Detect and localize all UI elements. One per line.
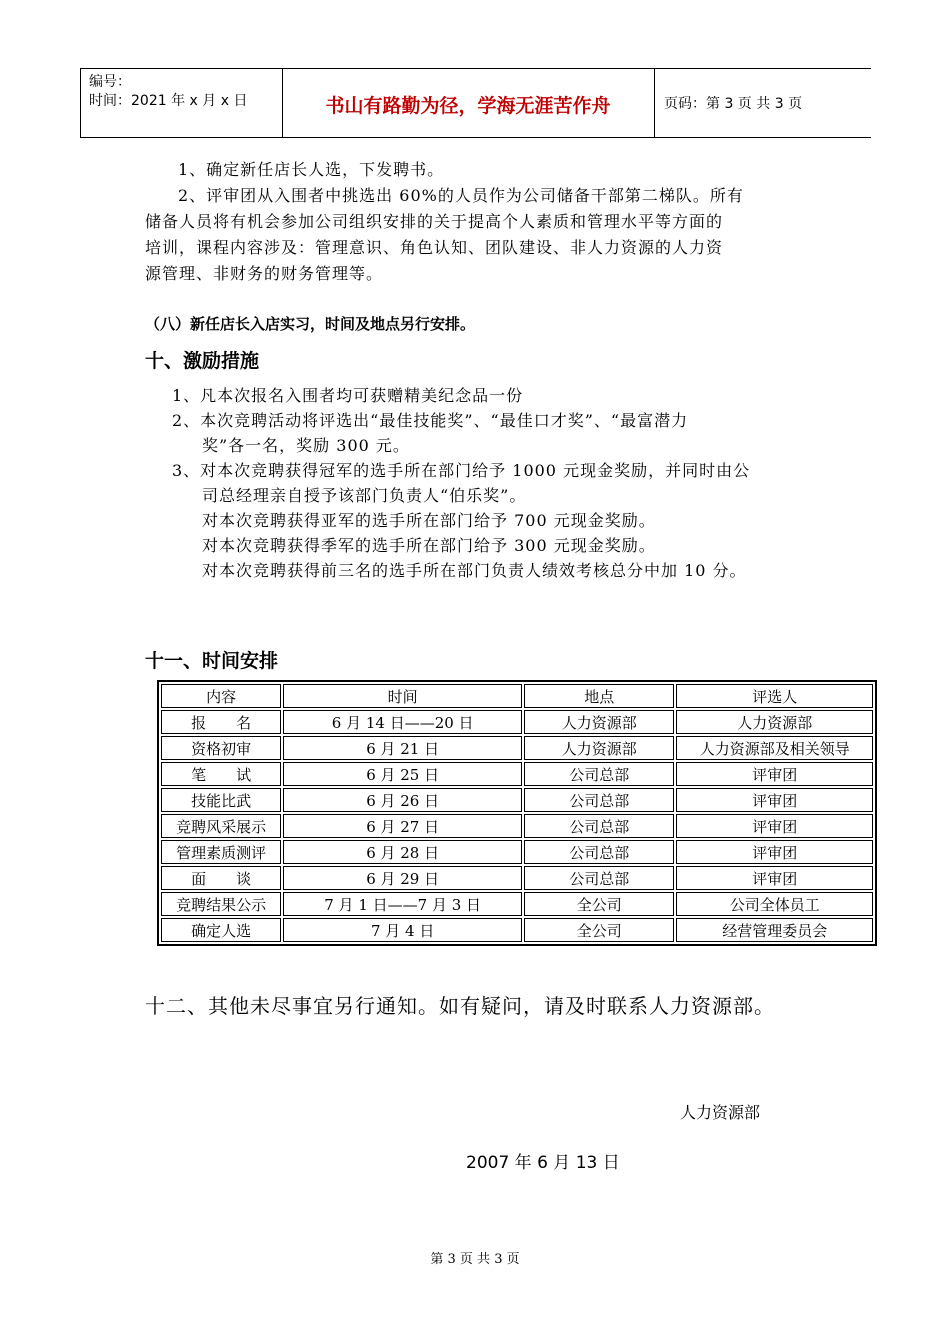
header-time-label: 时间：2021 年 x 月 x 日 [89,93,248,109]
table-cell: 资格初审 [161,736,281,760]
table-cell: 6 月 27 日 [283,814,522,838]
signature-date: 2007 年 6 月 13 日 [466,1153,620,1173]
incentive-item-1: 1、凡本次报名入围者均可获赠精美纪念品一份 [172,386,524,405]
table-cell: 评审团 [676,814,873,838]
table-cell: 人力资源部 [676,710,873,734]
table-cell: 人力资源部 [524,710,674,734]
table-row [161,918,873,942]
table-cell: 评审团 [676,762,873,786]
header-meta [89,73,247,111]
column-header-evaluator: 评选人 [676,684,873,708]
paragraph-item-2-line: 培训，课程内容涉及：管理意识、角色认知、团队建设、非人力资源的人力资 [145,238,724,257]
section-heading-incentives: 十、激励措施 [145,350,260,372]
incentive-item-3-line: 对本次竞聘获得季军的选手所在部门给予 300 元现金奖励。 [202,536,656,555]
table-cell: 竞聘结果公示 [161,892,281,916]
table-cell: 公司总部 [524,788,674,812]
table-cell: 经营管理委员会 [676,918,873,942]
table-cell: 确定人选 [161,918,281,942]
header-motto: 书山有路勤为径，学海无涯苦作舟 [325,95,611,117]
table-row [161,866,873,890]
table-cell: 人力资源部及相关领导 [676,736,873,760]
table-cell: 6 月 14 日——20 日 [283,710,522,734]
table-cell: 评审团 [676,866,873,890]
header-divider [654,69,655,137]
table-cell: 公司总部 [524,840,674,864]
section-heading-schedule: 十一、时间安排 [145,650,279,672]
document-header [80,68,871,138]
page-footer: 第 3 页 共 3 页 [430,1252,520,1267]
table-row [161,814,873,838]
table-cell: 笔 试 [161,762,281,786]
table-cell: 公司总部 [524,866,674,890]
table-cell: 评审团 [676,788,873,812]
table-cell: 6 月 29 日 [283,866,522,890]
table-cell: 公司总部 [524,814,674,838]
table-cell: 全公司 [524,918,674,942]
closing-note: 十二、其他未尽事宜另行通知。如有疑问，请及时联系人力资源部。 [145,994,775,1018]
table-row [161,840,873,864]
table-row [161,762,873,786]
table-cell: 6 月 21 日 [283,736,522,760]
table-row [161,710,873,734]
column-header-location: 地点 [524,684,674,708]
header-divider [80,69,81,137]
table-cell: 管理素质测评 [161,840,281,864]
schedule-table [157,680,877,946]
incentive-item-2-line: 2、本次竞聘活动将评选出“最佳技能奖”、“最佳口才奖”、“最富潜力 [172,411,689,430]
table-cell: 全公司 [524,892,674,916]
incentive-item-2-line: 奖”各一名，奖励 300 元。 [202,436,410,455]
paragraph-item-2-line: 源管理、非财务的财务管理等。 [145,264,384,283]
table-row [161,736,873,760]
table-cell: 评审团 [676,840,873,864]
table-cell: 6 月 28 日 [283,840,522,864]
table-cell: 人力资源部 [524,736,674,760]
table-cell: 技能比武 [161,788,281,812]
paragraph-item-2-line: 2、评审团从入围者中挑选出 60%的人员作为公司储备干部第二梯队。所有 [178,186,744,205]
incentive-item-3-line: 司总经理亲自授予该部门负责人“伯乐奖”。 [202,486,527,505]
column-header-content: 内容 [161,684,281,708]
table-header-row [161,684,873,708]
column-header-time: 时间 [283,684,522,708]
table-cell: 面 谈 [161,866,281,890]
incentive-item-3-line: 3、对本次竞聘获得冠军的选手所在部门给予 1000 元现金奖励，并同时由公 [172,461,751,480]
paragraph-item-2-line: 储备人员将有机会参加公司组织安排的关于提高个人素质和管理水平等方面的 [145,212,724,231]
table-row [161,892,873,916]
table-cell: 6 月 26 日 [283,788,522,812]
header-page-label: 页码：第 3 页 共 3 页 [664,96,803,112]
table-cell: 报 名 [161,710,281,734]
paragraph-item-1: 1、确定新任店长人选，下发聘书。 [178,160,445,179]
table-cell: 公司全体员工 [676,892,873,916]
table-cell: 6 月 25 日 [283,762,522,786]
header-number-label: 编号： [89,74,131,90]
incentive-item-3-line: 对本次竞聘获得前三名的选手所在部门负责人绩效考核总分中加 10 分。 [202,561,747,580]
table-cell: 7 月 4 日 [283,918,522,942]
table-cell: 公司总部 [524,762,674,786]
incentive-item-3-line: 对本次竞聘获得亚军的选手所在部门给予 700 元现金奖励。 [202,511,656,530]
signature-department: 人力资源部 [680,1103,761,1122]
subheading-eight: （八）新任店长入店实习，时间及地点另行安排。 [145,315,476,333]
table-cell: 7 月 1 日——7 月 3 日 [283,892,522,916]
table-cell: 竞聘风采展示 [161,814,281,838]
table-row [161,788,873,812]
